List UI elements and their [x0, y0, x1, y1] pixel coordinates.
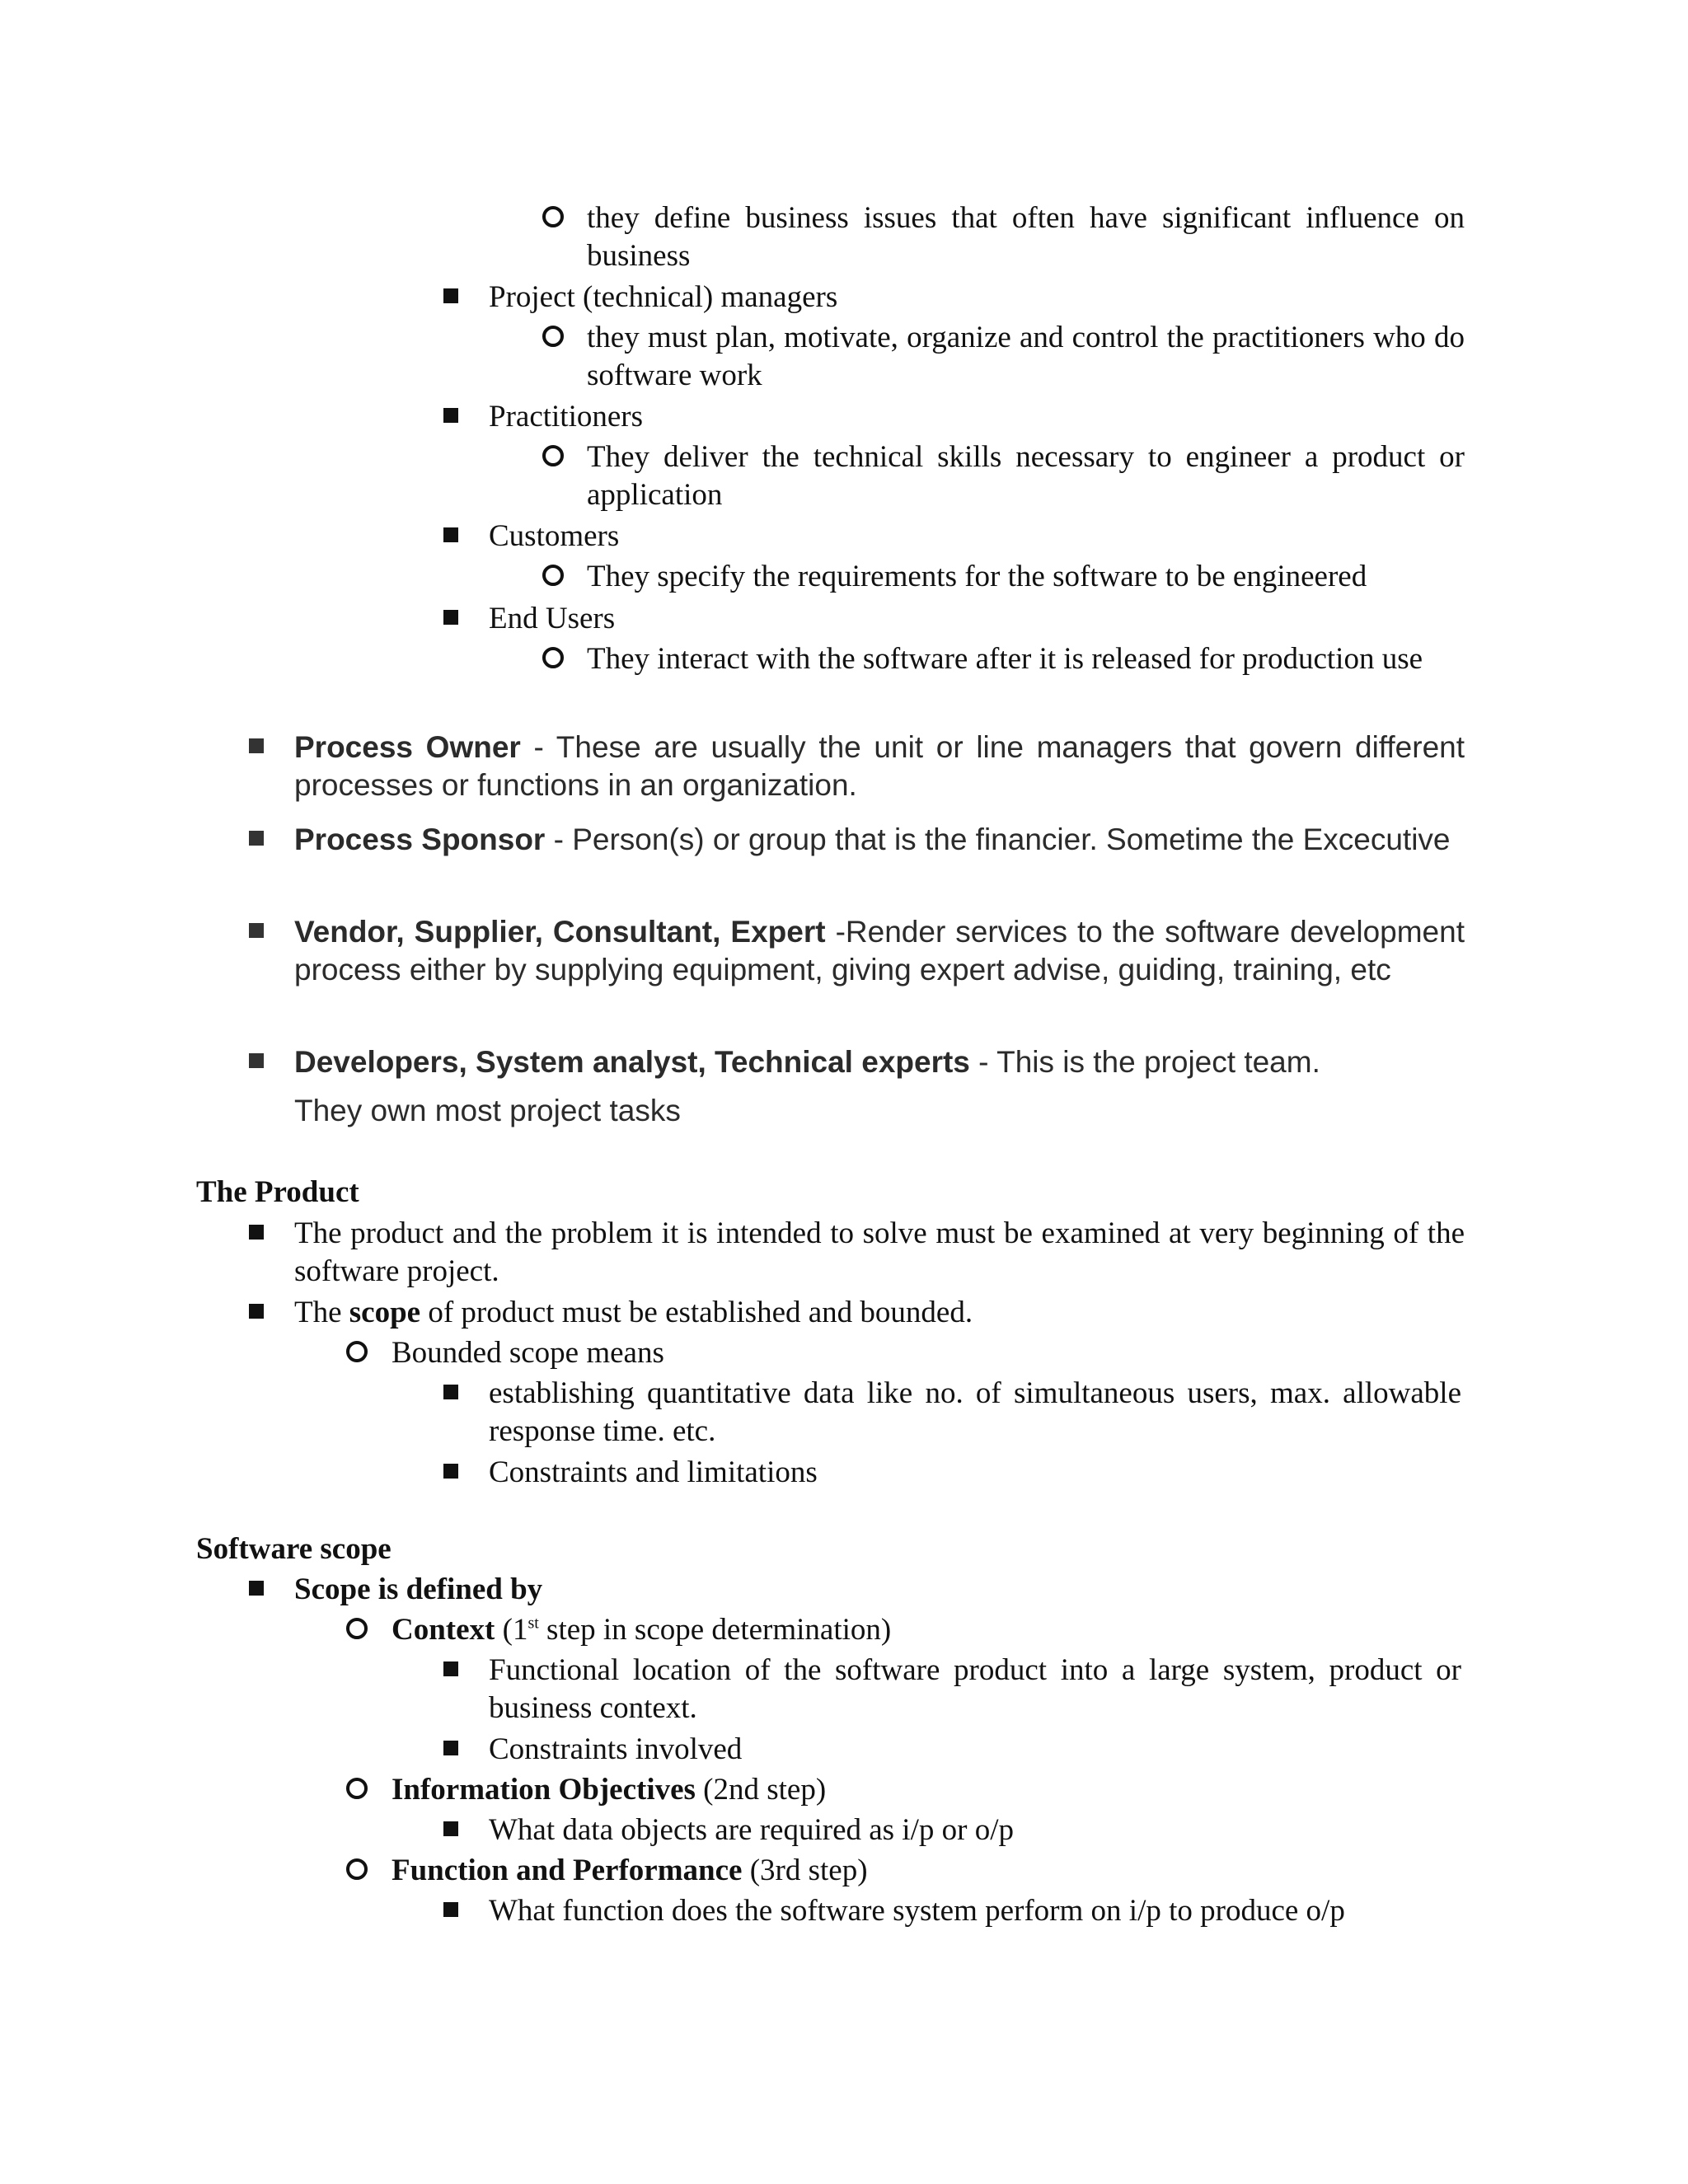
- list-item-quantitative-data: establishing quantitative data like no. of simultaneous users, max. allowable response time. etc.: [489, 1376, 1461, 1448]
- list-item-business-issues: they define business issues that often have significant influence on business: [587, 201, 1465, 273]
- list-item-vendor: [294, 913, 1465, 989]
- square-bullet-icon: [443, 1821, 458, 1836]
- square-bullet-icon: [443, 610, 458, 625]
- list-item-end-users-desc: They interact with the software after it is released for production use: [587, 642, 1423, 676]
- list-item-developers: [294, 1043, 1465, 1081]
- developers-desc: - This is the project team.: [969, 1045, 1320, 1079]
- process-owner-label: Process Owner: [294, 730, 521, 764]
- list-item-constraints-involved: Constraints involved: [489, 1732, 743, 1766]
- context-pre: (1: [495, 1613, 528, 1647]
- square-bullet-icon: [249, 923, 264, 938]
- product-scope-pre: The: [294, 1296, 349, 1329]
- square-bullet-icon: [249, 831, 264, 846]
- list-item-project-managers-desc: they must plan, motivate, organize and control the practitioners who do software work: [587, 321, 1465, 392]
- func-label: Function and Performance: [392, 1854, 743, 1887]
- list-item-practitioners: Practitioners: [489, 400, 644, 434]
- list-item-product-scope: [294, 1294, 1465, 1332]
- list-item-practitioners-desc: They deliver the technical skills necessary to engineer a product or application: [587, 440, 1465, 512]
- scope-defined-by-label: Scope is defined by: [294, 1572, 543, 1606]
- list-item-process-sponsor: [294, 821, 1465, 859]
- list-item-product-problem: The product and the problem it is intended to solve must be examined at very beginning of the software project.: [294, 1216, 1465, 1288]
- info-step: (2nd step): [695, 1773, 827, 1807]
- list-item-end-users: End Users: [489, 602, 616, 635]
- square-bullet-icon: [443, 288, 458, 303]
- list-item-information-objectives: [392, 1771, 1463, 1809]
- square-bullet-icon: [443, 1902, 458, 1917]
- square-bullet-icon: [443, 1661, 458, 1676]
- process-owner-desc: - These are usually the unit or line managers that govern different processes or functions in an organization.: [294, 730, 1465, 802]
- list-item-data-objects: What data objects are required as i/p or o/p: [489, 1813, 1014, 1847]
- circle-bullet-icon: [542, 445, 564, 466]
- list-item-project-managers: Project (technical) managers: [489, 280, 838, 314]
- square-bullet-icon: [443, 527, 458, 542]
- circle-bullet-icon: [346, 1618, 368, 1639]
- circle-bullet-icon: [346, 1858, 368, 1880]
- developers-label: Developers, System analyst, Technical experts: [294, 1045, 970, 1079]
- func-step: (3rd step): [742, 1854, 868, 1887]
- section-heading-product: The Product: [196, 1175, 359, 1209]
- context-post: step in scope determination): [538, 1613, 892, 1647]
- circle-bullet-icon: [346, 1341, 368, 1362]
- list-item-context: [392, 1611, 1463, 1649]
- section-heading-software-scope: Software scope: [196, 1532, 392, 1566]
- list-item-function-desc: What function does the software system perform on i/p to produce o/p: [489, 1894, 1345, 1928]
- square-bullet-icon: [249, 738, 264, 753]
- product-scope-post: of product must be established and bounded.: [420, 1296, 973, 1329]
- square-bullet-icon: [249, 1053, 264, 1068]
- list-item-customers: Customers: [489, 519, 620, 553]
- square-bullet-icon: [443, 408, 458, 423]
- process-sponsor-desc: - Person(s) or group that is the financier. Sometime the Excecutive: [545, 823, 1451, 856]
- square-bullet-icon: [249, 1225, 264, 1240]
- circle-bullet-icon: [542, 565, 564, 586]
- list-item-bounded-scope: Bounded scope means: [392, 1336, 664, 1370]
- circle-bullet-icon: [542, 647, 564, 668]
- square-bullet-icon: [443, 1741, 458, 1755]
- list-item-functional-location: Functional location of the software product into a large system, product or business context.: [489, 1653, 1461, 1725]
- list-item-developers-desc2: They own most project tasks: [294, 1094, 681, 1127]
- list-item-process-owner: [294, 729, 1465, 804]
- circle-bullet-icon: [346, 1778, 368, 1799]
- info-label: Information Objectives: [392, 1773, 696, 1807]
- list-item-scope-defined-by: [294, 1571, 1465, 1609]
- square-bullet-icon: [443, 1464, 458, 1479]
- product-scope-bold: scope: [349, 1296, 421, 1329]
- process-sponsor-label: Process Sponsor: [294, 823, 546, 856]
- circle-bullet-icon: [542, 326, 564, 347]
- vendor-label: Vendor, Supplier, Consultant, Expert: [294, 915, 826, 949]
- circle-bullet-icon: [542, 206, 564, 227]
- square-bullet-icon: [249, 1581, 264, 1596]
- context-sup: st: [528, 1614, 539, 1633]
- list-item-constraints-limitations: Constraints and limitations: [489, 1455, 818, 1489]
- square-bullet-icon: [249, 1304, 264, 1319]
- vendor-desc: -Render services to the software development process either by supplying equipment, giving expert advise, guiding, training, etc: [294, 915, 1465, 987]
- list-item-customers-desc: They specify the requirements for the software to be engineered: [587, 560, 1367, 593]
- context-label: Context: [392, 1613, 495, 1647]
- square-bullet-icon: [443, 1385, 458, 1399]
- list-item-function-performance: [392, 1852, 1463, 1890]
